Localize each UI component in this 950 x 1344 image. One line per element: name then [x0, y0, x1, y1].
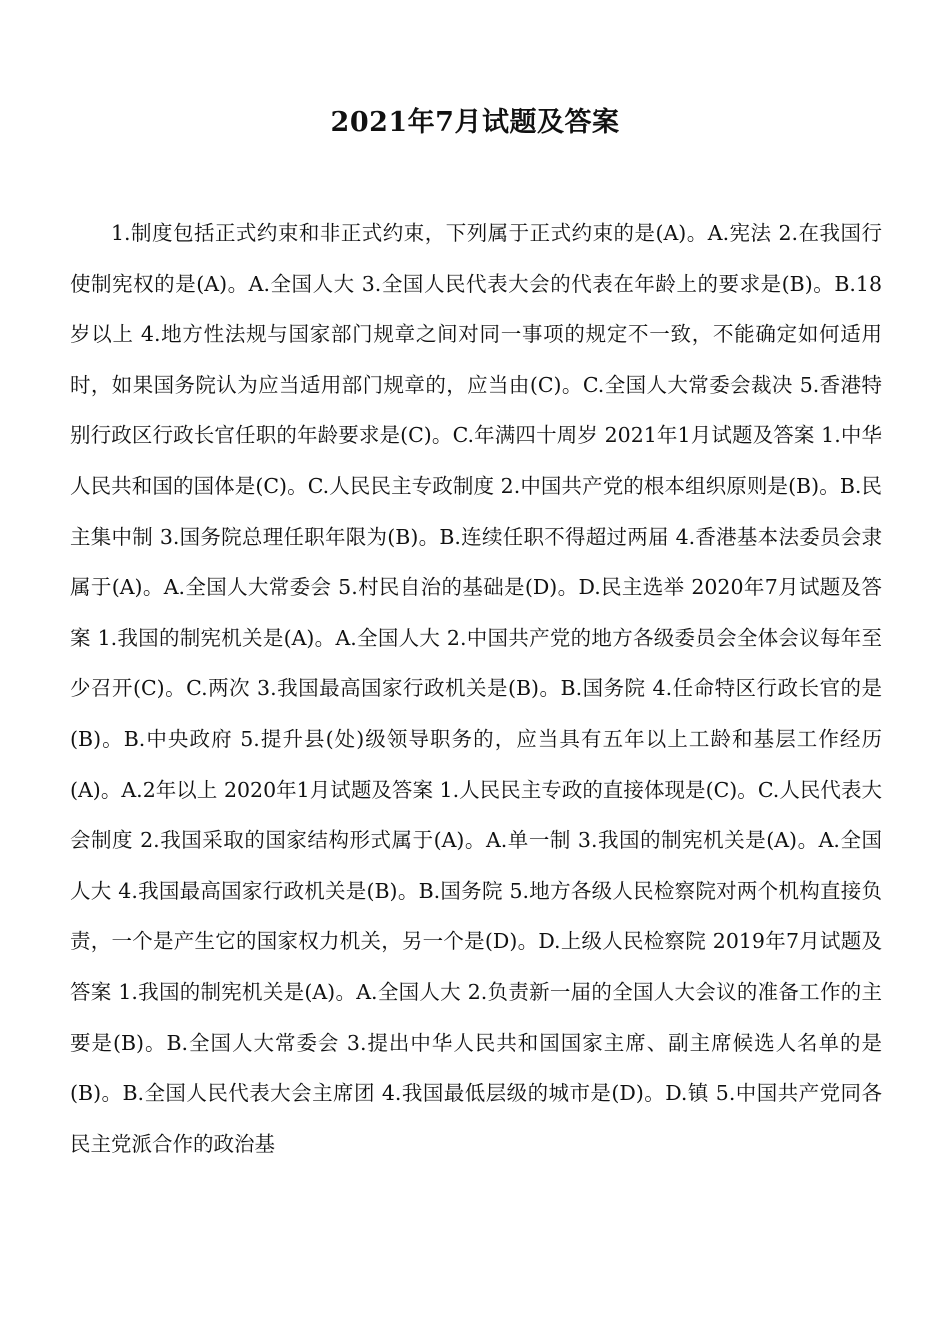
page-title: 2021年7月试题及答案 — [330, 107, 620, 138]
body-paragraph: 1.制度包括正式约束和非正式约束，下列属于正式约束的是(A)。A.宪法 2.在我国行使制宪权的是(A)。A.全国人大 3.全国人民代表大会的代表在年龄上的要求是(B)。B.18岁以上 4.地方性法规与国家部门规章之间对同一事项的规定不一致，不能确定如何适用时，如果国务院认为应当适用部门规章的，应当由(C)。C.全国人大常委会裁决 5.香港特别行政区行政长官任职的年龄要求是(C)。C.年满四十周岁 2021年1月试题及答案 1.中华人民共和国的国体是(C)。C.人民民主专政制度 2.中国共产党的根本组织原则是(B)。B.民主集中制 3.国务院总理任职年限为(B)。B.连续任职不得超过两届 4.香港基本法委员会隶属于(A)。A.全国人大常委会 5.村民自治的基础是(D)。D.民主选举 2020年7月试题及答案 1.我国的制宪机关是(A)。A.全国人大 2.中国共产党的地方各级委员会全体会议每年至少召开(C)。C.两次 3.我国最高国家行政机关是(B)。B.国务院 4.任命特区行政长官的是(B)。B.中央政府 5.提升县(处)级领导职务的，应当具有五年以上工龄和基层工作经历(A)。A.2年以上 2020年1月试题及答案 1.人民民主专政的直接体现是(C)。C.人民代表大会制度 2.我国采取的国家结构形式属于(A)。A.单一制 3.我国的制宪机关是(A)。A.全国人大 4.我国最高国家行政机关是(B)。B.国务院 5.地方各级人民检察院对两个机构直接负责，一个是产生它的国家权力机关，另一个是(D)。D.上级人民检察院 2019年7月试题及答案 1.我国的制宪机关是(A)。A.全国人大 2.负责新一届的全国人大会议的准备工作的主要是(B)。B.全国人大常委会 3.提出中华人民共和国国家主席、副主席候选人名单的是(B)。B.全国人民代表大会主席团 4.我国最低层级的城市是(D)。D.镇 5.中国共产党同各民主党派合作的政治基 — [70, 221, 882, 1156]
